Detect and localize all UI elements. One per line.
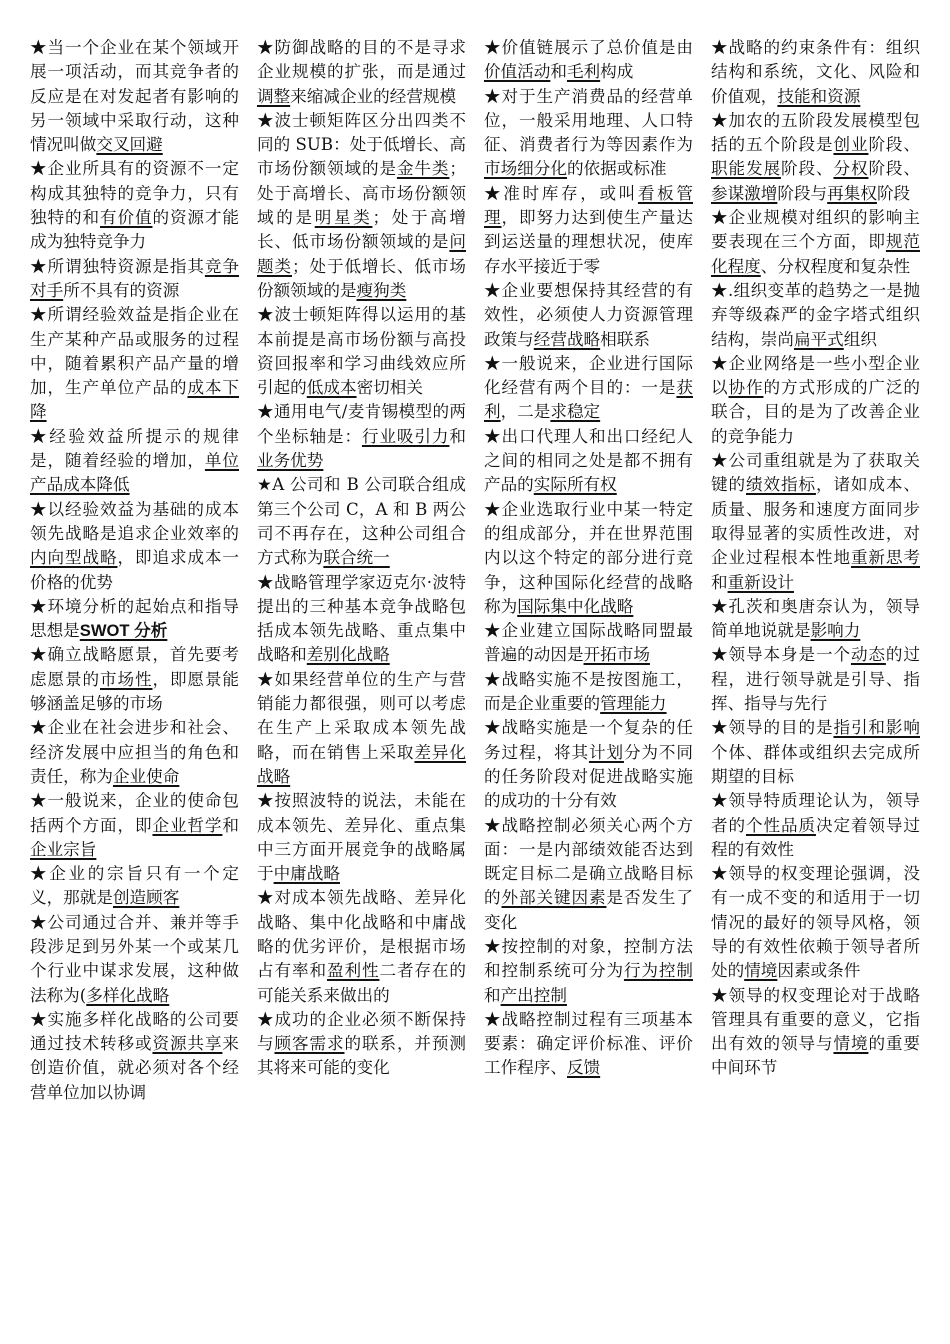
- note-item: [257, 668, 466, 789]
- item-text: ★领导的目的是: [711, 718, 834, 738]
- note-item: [30, 1008, 239, 1105]
- item-text: ★按控制的对象，控制方法和控制系统可分为: [484, 936, 693, 981]
- item-text: 阶段与: [777, 183, 828, 203]
- item-text: ★准时库存，或叫: [484, 183, 638, 203]
- underlined-answer: 毛利: [566, 62, 601, 82]
- item-text: ★防御战略的目的不是寻求企业规模的扩张，而是通过: [257, 38, 466, 82]
- item-text: 的联系，并预测其将来可能的变化: [257, 1034, 467, 1078]
- note-item: [484, 182, 693, 279]
- note-item: [30, 303, 239, 424]
- item-text: 分为不同的任务阶段对促进战略实施的成功的十分有效: [484, 742, 694, 811]
- note-item: [711, 716, 920, 789]
- item-text: ★公司通过合并、兼并等手段涉足到另外某一个或某几个行业中谋求发展，这种做法称为(: [30, 912, 239, 1005]
- item-text: ；处于高增长、低市场份额领域的是: [257, 208, 467, 252]
- note-item: [484, 425, 693, 498]
- item-text: 和: [449, 426, 467, 446]
- text-column-4: [711, 36, 938, 1314]
- item-text: 个体、群体或组织去完成所期望的目标: [711, 742, 920, 786]
- underlined-answer: 行为控制: [623, 961, 694, 981]
- item-text: ★.组织变革的趋势之一是抛弃等级森严的金字塔式组织结构，崇尚: [711, 280, 920, 349]
- note-item: [711, 984, 920, 1081]
- underlined-answer: 外部关键因素: [501, 888, 607, 908]
- note-item: [30, 911, 239, 1008]
- underlined-answer: 指引和影响: [833, 718, 921, 738]
- item-text: 阶段、: [868, 159, 921, 179]
- underlined-answer: 动态: [850, 645, 886, 665]
- note-item: [257, 886, 466, 1007]
- item-text: ★战略实施是一个复杂的任务过程，将其: [484, 718, 693, 762]
- underlined-answer: 调整: [257, 86, 291, 106]
- underlined-answer: 明星类: [314, 208, 373, 228]
- underlined-answer: 顾客需求: [274, 1034, 345, 1054]
- item-text: 所不具有的资源: [63, 280, 180, 300]
- item-text: ；处于低增长、低市场份额领域的是: [257, 256, 467, 300]
- underlined-answer: 实际所有权: [533, 475, 617, 495]
- underlined-answer: 中庸战略: [273, 864, 340, 884]
- underlined-answer: 计划: [588, 742, 624, 762]
- underlined-answer: 影响力: [810, 621, 861, 641]
- underlined-answer: 重新设计: [727, 572, 794, 592]
- note-item: [711, 109, 920, 206]
- note-item: [484, 498, 693, 619]
- note-item: [30, 498, 239, 595]
- item-text: 和: [711, 572, 728, 592]
- underlined-answer: 开拓市场: [583, 645, 650, 665]
- underlined-answer: 差异化战略: [257, 742, 467, 786]
- underlined-answer: 产出控制: [500, 985, 567, 1005]
- underlined-answer: 问题类: [257, 232, 466, 276]
- underlined-answer: 瘦狗类: [356, 280, 407, 300]
- underlined-answer: 重新思考: [850, 548, 921, 568]
- item-text: ★以经验效益为基础的成本领先战略是追求企业效率的: [30, 499, 239, 543]
- note-item: [711, 279, 920, 352]
- item-text: 和: [222, 815, 240, 835]
- underlined-answer: 内向型战略: [30, 548, 118, 568]
- note-item: [257, 1008, 466, 1081]
- underlined-answer: 价值活动: [484, 62, 551, 82]
- text-column-2: [257, 36, 484, 1314]
- underlined-answer: 业务优势: [257, 451, 324, 471]
- note-item: [257, 473, 466, 570]
- underlined-answer: 金牛类: [396, 159, 450, 179]
- underlined-answer: 个性品质: [745, 815, 816, 835]
- note-item: [30, 789, 239, 862]
- item-text: ★公司重组就是为了获取关键的: [711, 451, 920, 495]
- item-text: ★战略管理学家迈克尔·波特提出的三种基本竞争战略包括成本领先战略、重点集中战略和: [257, 572, 466, 665]
- note-item: [257, 571, 466, 668]
- item-text: 的方式形成的广泛的联合，目的是为了改善企业的竞争能力: [711, 378, 921, 446]
- underlined-answer: 扁平式: [793, 329, 844, 349]
- item-text: ★成功的企业必须不断保持与: [257, 1009, 466, 1054]
- item-text: ★通用电气/麦肯锡模型的两个坐标轴是：: [257, 402, 466, 446]
- item-text: ★按照波特的说法，未能在成本领先、差异化、重点集中三方面开展竞争的战略属于: [257, 791, 466, 884]
- note-item: [30, 255, 239, 304]
- underlined-answer: 情境: [833, 1034, 869, 1054]
- item-text: ★价值链展示了总价值是由: [484, 38, 693, 57]
- note-item: [30, 643, 239, 716]
- item-text: 是否发生了变化: [484, 888, 694, 932]
- item-text: ★企业的宗旨只有一个定义，那就是: [30, 864, 239, 908]
- item-text: ★实施多样化战略的公司要通过技术转移或: [30, 1009, 239, 1054]
- item-text: 和: [550, 62, 567, 82]
- note-item: [257, 109, 466, 303]
- item-text: 阶段、: [780, 159, 834, 179]
- item-text: ★战略的约束条件有：组织结构和系统，文化、风险和价值观，: [711, 38, 920, 106]
- underlined-answer: 交叉回避: [96, 135, 163, 155]
- note-item: [257, 400, 466, 473]
- item-text: ★加农的五阶段发展模型包括的五个阶段是: [711, 110, 920, 155]
- item-text: ★当一个企业在某个领域开展一项活动，而其竞争者的反应是在对发起者有影响的另一领域中采取行动，这种情况叫做: [30, 38, 239, 155]
- note-item: [711, 643, 920, 716]
- item-text: 二者存在的可能关系来做出的: [257, 961, 467, 1005]
- item-text: ★企业所具有的资源不一定构成其独特的竞争力，只有独特的和: [30, 159, 239, 228]
- item-text: 来缩减企业的经营规模: [290, 86, 457, 106]
- underlined-answer: 绩效指标: [745, 475, 816, 495]
- item-text: ★对于生产消费品的经营单位，一般采用地理、人口特征、消费者行为等因素作为: [484, 86, 693, 155]
- item-text: 阶段: [876, 183, 911, 203]
- item-text: 构成: [600, 62, 634, 82]
- note-item: [484, 352, 693, 425]
- item-text: 的重要中间环节: [711, 1034, 921, 1078]
- item-text: ★企业规模对组织的影响主要表现在三个方面，即: [711, 208, 920, 252]
- item-text: ★经验效益所提示的规律是，随着经验的增加，: [30, 426, 239, 471]
- note-item: [484, 619, 693, 668]
- item-text: ★所谓独特资源是指其: [30, 256, 205, 276]
- note-item: [30, 862, 239, 911]
- item-text: ★对成本领先战略、差异化战略、集中化战略和中庸战略的优劣评价，是根据市场占有率和: [257, 888, 466, 981]
- note-item: [711, 449, 920, 595]
- note-item: [30, 36, 239, 157]
- text-column-1: [30, 36, 257, 1314]
- underlined-answer: 协作: [728, 378, 764, 398]
- item-text: ，即努力达到使生产量达到运送量的理想状况，使库存水平接近于零: [484, 208, 694, 276]
- underlined-answer: 低成本: [306, 378, 357, 398]
- item-text: 决定着领导过程的有效性: [711, 815, 921, 859]
- note-item: [484, 85, 693, 182]
- underlined-answer: 创业: [833, 135, 869, 155]
- note-item: [484, 279, 693, 352]
- underlined-answer: 行业吸引力: [361, 426, 450, 446]
- item-text: 的资源才能成为独特竞争力: [30, 208, 240, 252]
- underlined-answer: 再集权: [827, 183, 877, 203]
- item-text: ★战略控制过程有三项基本要素：确定评价标准、评价工作程序、: [484, 1009, 693, 1078]
- underlined-answer: 创造顾客: [112, 888, 180, 908]
- item-text: ★领导的权变理论对于战略管理具有重要的意义，它指出有效的领导与: [711, 985, 920, 1054]
- item-text: 组织: [843, 329, 877, 349]
- note-item: [30, 425, 239, 498]
- note-item: [711, 352, 920, 449]
- note-item: [711, 206, 920, 279]
- note-item: [484, 1008, 693, 1081]
- item-text: 和: [484, 985, 501, 1005]
- note-item: [30, 595, 239, 644]
- underlined-answer: 分权: [833, 159, 869, 179]
- underlined-answer: 有价值: [99, 208, 153, 228]
- item-text: 阶段、: [868, 135, 921, 155]
- item-text: ；处于高增长、高市场份额领域的是: [257, 159, 467, 228]
- underlined-answer: 反馈: [566, 1058, 601, 1078]
- underlined-answer: SWOT 分析: [79, 621, 168, 641]
- underlined-answer: 管理能力: [600, 694, 667, 714]
- note-item: [257, 303, 466, 400]
- item-text: ★确立战略愿景，首先要考虑愿景的: [30, 645, 239, 689]
- note-item: [711, 36, 920, 109]
- item-text: ★A 公司和 B 公司联合组成第三个公司 C，A 和 B 两公司不再存在，这种公司组合方式称为: [257, 475, 466, 568]
- underlined-answer: 技能和资源: [777, 86, 861, 106]
- note-item: [711, 789, 920, 862]
- underlined-answer: 参谋激增: [711, 183, 778, 203]
- note-item: [711, 862, 920, 983]
- item-text: ★一般说来，企业进行国际化经营有两个目的：一是: [484, 353, 693, 398]
- underlined-answer: 企业使命: [112, 766, 180, 786]
- item-text: ★如果经营单位的生产与营销能力都很强，则可以考虑在生产上采取成本领先战略，而在销售上采取: [257, 669, 466, 762]
- item-text: 的过程，进行领导就是引导、指挥、指导与先行: [711, 645, 921, 714]
- underlined-answer: 多样化战略: [86, 985, 170, 1005]
- underlined-answer: 职能发展: [711, 159, 781, 179]
- item-text: ★企业要想保持其经营的有效性，必须使人力资源管理政策与: [484, 280, 693, 349]
- underlined-answer: 成本下降: [30, 378, 240, 422]
- item-text: ★孔茨和奥唐奈认为，领导简单地说就是: [711, 596, 920, 641]
- item-text: ★波士顿矩阵得以运用的基本前提是高市场份额与高投资回报率和学习曲线效应所引起的: [257, 305, 466, 398]
- item-text: ★环境分析的起始点和指导思想是: [30, 596, 239, 641]
- note-item: [30, 157, 239, 254]
- item-text: ★领导的权变理论强调，没有一成不变的和适用于一切情况的最好的领导风格，领导的有效性依赖于领导者所处的: [711, 864, 920, 981]
- note-item: [257, 36, 466, 109]
- underlined-answer: 情境: [744, 961, 778, 981]
- item-text: ，即追求成本一价格的优势: [30, 548, 240, 592]
- note-item: [711, 595, 920, 644]
- item-text: ，即愿景能够涵盖足够的市场: [30, 669, 240, 714]
- underlined-answer: 求稳定: [550, 402, 601, 422]
- item-text: 的依据或标准: [566, 159, 667, 179]
- underlined-answer: 市场细分化: [484, 159, 567, 179]
- item-text: ★企业建立国际战略同盟最普遍的动因是: [484, 621, 693, 665]
- item-text: ★出口代理人和出口经纪人之间的相同之处是都不拥有产品的: [484, 426, 693, 495]
- item-text: ★一般说来，企业的使命包括两个方面，即: [30, 791, 239, 835]
- item-text: ，二是: [500, 402, 551, 422]
- note-item: [30, 716, 239, 789]
- note-item: [484, 716, 693, 813]
- item-text: 来创造价值，就必须对各个经营单位加以协调: [30, 1034, 240, 1102]
- item-text: 密切相关: [356, 378, 423, 398]
- note-item: [257, 789, 466, 886]
- item-text: ★所谓经验效益是指企业在生产某种产品或服务的过程中，随着累积产品产量的增加，生产单位产品的: [30, 305, 239, 398]
- underlined-answer: 规范化程度: [711, 232, 921, 276]
- underlined-answer: 差别化战略: [306, 645, 390, 665]
- note-item: [484, 668, 693, 717]
- item-text: ★领导本身是一个: [711, 645, 851, 665]
- note-item: [484, 814, 693, 935]
- underlined-answer: 联合统一: [323, 548, 390, 568]
- note-item: [484, 36, 693, 85]
- underlined-answer: 资源共享: [152, 1034, 223, 1054]
- note-item: [484, 935, 693, 1008]
- item-text: ，诸如成本、质量、服务和速度方面同步取得显著的实质性改进，对企业过程根本性地: [711, 475, 921, 568]
- underlined-answer: 企业宗旨: [30, 839, 97, 859]
- item-text: 相联系: [600, 329, 650, 349]
- underlined-answer: 竞争对手: [30, 256, 240, 300]
- underlined-answer: 企业哲学: [152, 815, 223, 835]
- underlined-answer: 看板管理: [484, 183, 694, 228]
- underlined-answer: 市场性: [99, 669, 153, 689]
- underlined-answer: 单位产品成本降低: [30, 451, 240, 495]
- item-text: 因素或条件: [777, 961, 861, 981]
- item-text: ★领导特质理论认为，领导者的: [711, 791, 920, 835]
- item-text: 、分权程度和复杂性: [760, 256, 911, 276]
- item-text: ★企业网络是一些小型企业以: [711, 353, 920, 398]
- item-text: ★企业选取行业中某一特定的组成部分，并在世界范围内以这个特定的部分进行竞争，这种国际化经营的战略称为: [484, 499, 693, 616]
- underlined-answer: 国际集中化战略: [517, 596, 634, 616]
- text-column-3: [484, 36, 711, 1314]
- underlined-answer: 获利: [484, 378, 693, 422]
- item-text: ★波士顿矩阵区分出四类不同的 SUB：处于低增长、高市场份额领域的是: [257, 110, 466, 179]
- underlined-answer: 经营战略: [533, 329, 601, 349]
- item-text: ★战略实施不是按图施工，而是企业重要的: [484, 669, 693, 714]
- item-text: ★战略控制必须关心两个方面：一是内部绩效能否达到既定目标二是确立战略目标的: [484, 815, 693, 908]
- item-text: ★企业在社会进步和社会、经济发展中应担当的角色和责任，称为: [30, 718, 239, 786]
- underlined-answer: 盈利性: [326, 961, 380, 981]
